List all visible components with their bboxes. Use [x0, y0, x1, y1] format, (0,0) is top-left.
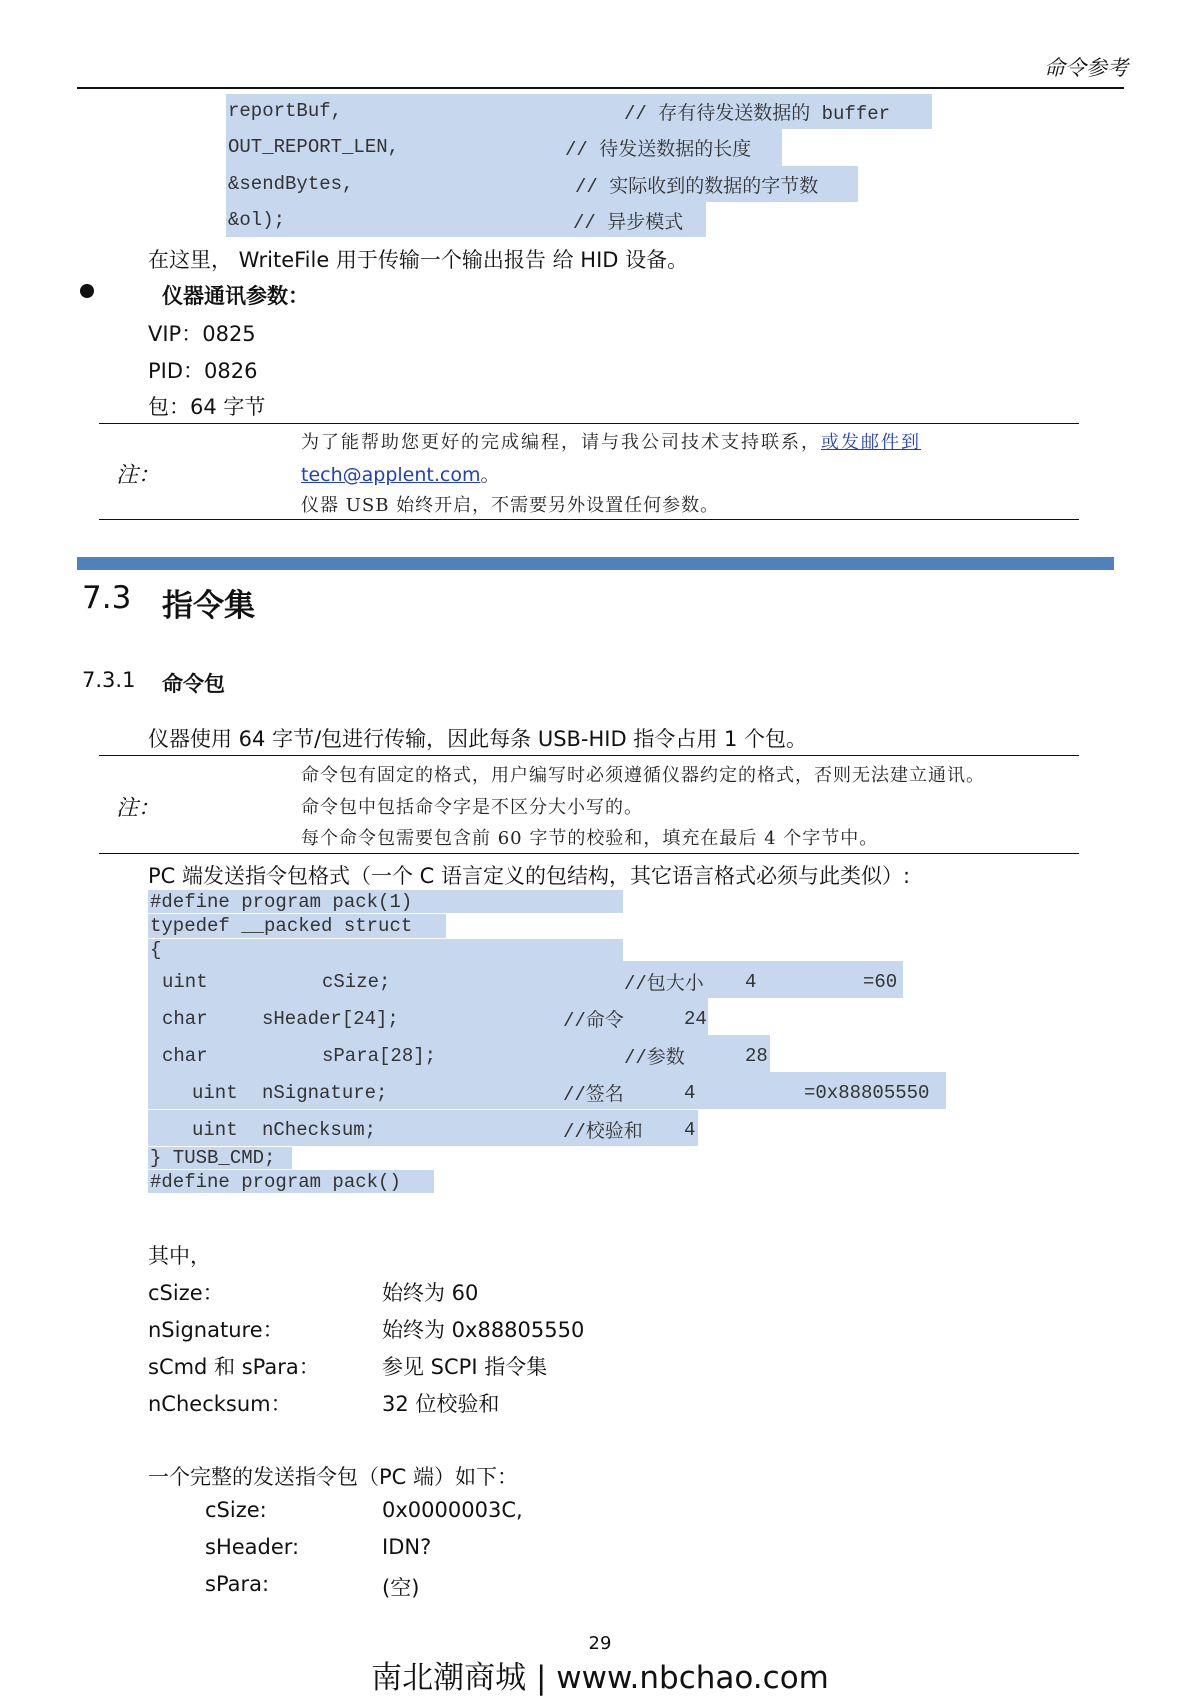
field-name: sPara[28]; — [322, 1045, 437, 1067]
where-value: 参见 SCPI 指令集 — [382, 1355, 548, 1379]
bullet-icon — [80, 284, 94, 298]
field-comment: //包大小 — [624, 973, 704, 995]
struct-intro: PC 端发送指令包格式（一个 C 语言定义的包结构，其它语言格式必须与此类似）: — [148, 864, 911, 888]
section-bar — [77, 557, 1114, 570]
subsection-title: 命令包 — [162, 672, 225, 696]
note-text: 命令包中包括命令字是不区分大小写的。 — [301, 797, 643, 818]
field-comment: //命令 — [563, 1010, 624, 1032]
field-type: uint — [192, 1119, 238, 1141]
field-type: char — [162, 1008, 208, 1030]
running-header: 命令参考 — [1044, 56, 1128, 80]
where-heading: 其中， — [148, 1244, 211, 1268]
example-value: IDN? — [382, 1535, 432, 1559]
example-key: cSize: — [205, 1498, 267, 1522]
code-comment: // 存有待发送数据的 — [624, 103, 811, 125]
example-heading: 一个完整的发送指令包（PC 端）如下： — [148, 1465, 519, 1489]
field-comment: //参数 — [624, 1047, 685, 1069]
code-line: &ol); — [228, 209, 286, 231]
packet-intro: 仪器使用 64 字节/包进行传输，因此每条 USB-HID 指令占用 1 个包。 — [148, 727, 808, 751]
param-vip: VIP：0825 — [148, 322, 256, 346]
field-type: uint — [162, 971, 208, 993]
example-key: sHeader: — [205, 1535, 300, 1559]
param-packet: 包：64 字节 — [148, 395, 266, 419]
where-key: nSignature： — [148, 1318, 284, 1342]
note-label: 注： — [116, 463, 161, 488]
code-comment: // 异步模式 — [573, 212, 684, 234]
code-line: typedef __packed struct — [150, 915, 413, 937]
field-size: 4 — [745, 971, 757, 993]
param-pid: PID：0826 — [148, 359, 258, 383]
note-rule-bottom — [99, 853, 1079, 854]
code-comment: // 待发送数据的长度 — [565, 139, 752, 161]
code-line: } TUSB_CMD; — [150, 1147, 276, 1169]
code-line: &sendBytes, — [228, 173, 354, 195]
field-size: 24 — [684, 1008, 707, 1030]
code-comment: // 实际收到的数据的字节数 — [575, 176, 819, 198]
code-line: #define program pack() — [150, 1171, 401, 1193]
where-key: nChecksum： — [148, 1392, 292, 1416]
email-link-text[interactable]: 或发邮件到 — [821, 432, 921, 453]
field-value: =60 — [863, 971, 898, 993]
where-value: 始终为 0x88805550 — [382, 1318, 585, 1342]
field-type: char — [162, 1045, 208, 1067]
params-heading: 仪器通讯参数： — [162, 284, 309, 308]
example-key: sPara: — [205, 1572, 270, 1596]
note-rule-top — [99, 755, 1079, 756]
note-text: 为了能帮助您更好的完成编程，请与我公司技术支持联系， — [301, 432, 821, 453]
subsection-number: 7.3.1 — [82, 668, 136, 692]
note-rule-bottom — [99, 519, 1079, 520]
field-comment: //校验和 — [563, 1121, 643, 1143]
code-line: { — [150, 939, 162, 961]
field-value: =0x88805550 — [804, 1082, 930, 1104]
section-title: 指令集 — [162, 588, 255, 624]
note-text: 命令包有固定的格式，用户编写时必须遵循仪器约定的格式，否则无法建立通讯。 — [301, 765, 985, 786]
page-number: 29 — [588, 1633, 612, 1654]
note-rule-top — [99, 423, 1079, 424]
field-name: sHeader[24]; — [262, 1008, 399, 1030]
field-name: nSignature; — [262, 1082, 388, 1104]
note-text: 仪器 USB 始终开启，不需要另外设置任何参数。 — [301, 495, 720, 516]
field-name: cSize; — [322, 971, 391, 993]
header-rule — [77, 87, 1124, 89]
email-link[interactable]: tech@applent.com — [301, 464, 481, 486]
field-comment: //签名 — [563, 1084, 624, 1106]
field-name: nChecksum; — [262, 1119, 377, 1141]
code-line: OUT_REPORT_LEN, — [228, 136, 400, 158]
example-value: (空) — [382, 1576, 420, 1600]
code-line: reportBuf, — [228, 100, 343, 122]
code-line: #define program pack(1) — [150, 891, 413, 913]
where-key: cSize： — [148, 1281, 224, 1305]
footer-brand: 南北潮商城 | www.nbchao.com — [371, 1660, 829, 1696]
field-size: 4 — [684, 1082, 696, 1104]
writefile-description: 在这里， WriteFile 用于传输一个输出报告 给 HID 设备。 — [148, 248, 689, 272]
example-value: 0x0000003C, — [382, 1498, 523, 1522]
section-number: 7.3 — [82, 580, 132, 616]
where-value: 始终为 60 — [382, 1281, 479, 1305]
field-type: uint — [192, 1082, 238, 1104]
note-label: 注： — [116, 796, 161, 821]
field-size: 28 — [745, 1045, 768, 1067]
where-value: 32 位校验和 — [382, 1392, 500, 1416]
note-text: 每个命令包需要包含前 60 字节的校验和，填充在最后 4 个字节中。 — [301, 828, 879, 849]
field-size: 4 — [684, 1119, 696, 1141]
where-key: sCmd 和 sPara： — [148, 1355, 320, 1379]
